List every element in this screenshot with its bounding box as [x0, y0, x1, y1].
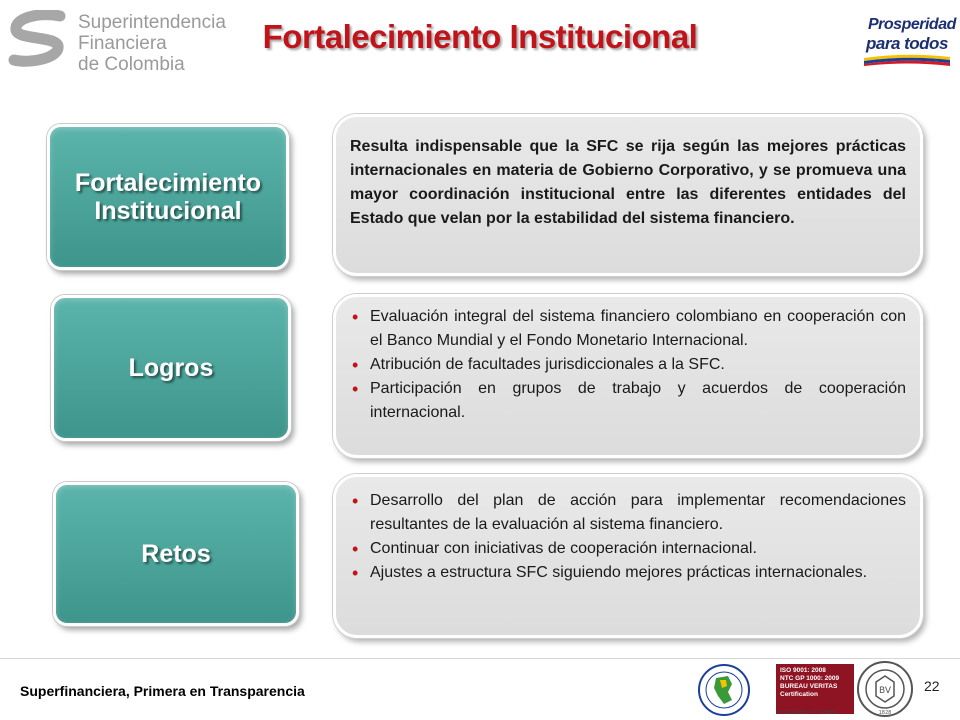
label-fortalecimiento-institucional: [47, 124, 289, 270]
bullet-icon: •: [352, 355, 359, 375]
bullet-text: Evaluación integral del sistema financiero colombiano en cooperación con el Banco Mundial y el Fondo Monetario Internacional.: [370, 308, 906, 349]
bullet-text: Continuar con iniciativas de cooperación internacional.: [370, 540, 757, 557]
bullet-icon: •: [352, 539, 359, 559]
bullet-icon: •: [352, 307, 359, 327]
cert-line: ISO 9001: 2008: [780, 667, 826, 674]
label-line: Institucional: [94, 197, 242, 225]
logo-line: Superintendencia: [78, 12, 226, 33]
list-item: [350, 305, 906, 353]
list-item: [350, 489, 906, 537]
bullet-text: Atribución de facultades jurisdiccionales a la SFC.: [370, 356, 725, 373]
text-box-logros: [333, 294, 923, 458]
bureau-seal-text: BV: [878, 686, 892, 696]
list-item: [350, 561, 906, 585]
page-title: Fortalecimiento Institucional: [262, 18, 698, 55]
bullet-text: Ajustes a estructura SFC siguiendo mejores prácticas internacionales.: [370, 564, 868, 581]
paragraph: Resulta indispensable que la SFC se rija según las mejores prácticas internacionales en materia de Gobierno Corporativo, y se promueva una mayor coordinación institucional entre las diferentes entidades del Estado que velan por la estabilidad del sistema financiero.: [350, 138, 906, 227]
bureau-seal-year: 1828: [878, 710, 892, 716]
cert-line: BUREAU VERITAS: [780, 683, 838, 690]
page-number: 22: [924, 678, 940, 694]
bullet-text: Desarrollo del plan de acción para implementar recomendaciones resultantes de la evaluación al sistema financiero.: [370, 492, 906, 533]
label-logros: [51, 295, 291, 441]
prosperidad-line2: para todos: [866, 34, 948, 53]
bureau-veritas-seal-icon: [856, 660, 914, 718]
prosperidad-line1: Prosperidad: [868, 16, 956, 33]
cert-line: NTC GP 1000: 2009: [780, 675, 840, 682]
footer-slogan: Superfinanciera, Primera en Transparencia: [20, 683, 305, 699]
label-text: Logros: [128, 354, 214, 382]
footer-divider: [0, 658, 960, 659]
list-item: [350, 537, 906, 561]
label-line: Fortalecimiento: [74, 169, 262, 197]
bullet-text: Participación en grupos de trabajo y acuerdos de cooperación internacional.: [370, 380, 906, 421]
label-text: Retos: [141, 540, 211, 568]
list-item: [350, 353, 906, 377]
list-item: [350, 377, 906, 425]
bullet-icon: •: [352, 563, 359, 583]
text-box-fortalecimiento: [333, 114, 923, 276]
cert-numbers: N° CO234339 / N° GP0151: [776, 710, 837, 716]
bullet-icon: •: [352, 379, 359, 399]
bullet-list: [350, 305, 906, 425]
logo-line: Financiera: [78, 33, 167, 54]
bullet-list: [350, 489, 906, 585]
flag-stripes-icon: [864, 54, 950, 66]
cert-line: Certification: [780, 691, 818, 698]
certification-seal-icon: [694, 662, 754, 718]
prosperidad-logo: [858, 8, 954, 72]
iso-certification-badge: [776, 664, 854, 714]
text-box-retos: [333, 474, 923, 638]
label-retos: [53, 482, 299, 626]
bullet-icon: •: [352, 491, 359, 511]
logo-line: de Colombia: [78, 54, 185, 75]
